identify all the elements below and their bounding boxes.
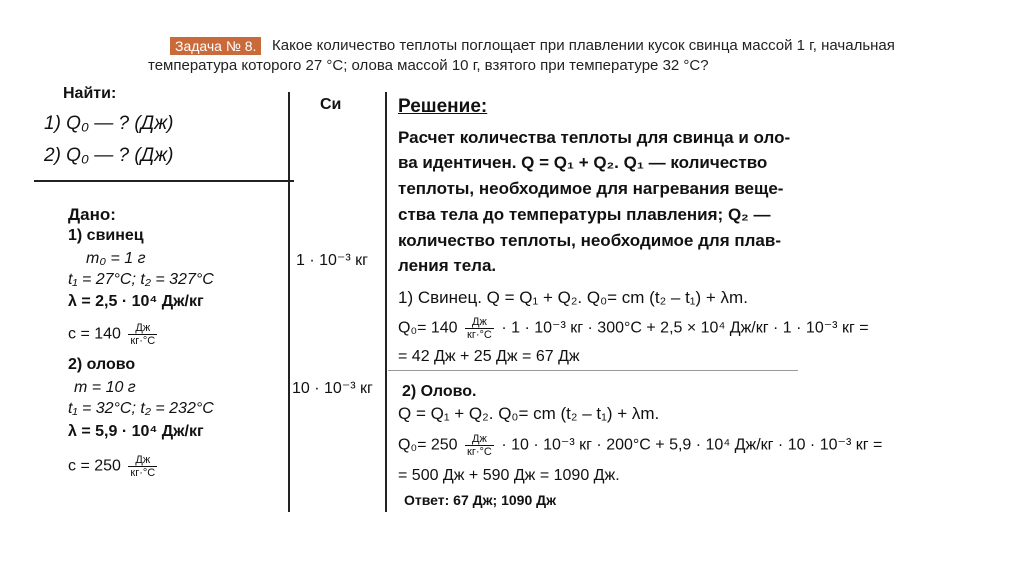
given-lead-c-unit (128, 322, 157, 347)
solution-lead-heading: 1) Свинец. Q = Q₁ + Q₂. Q₀= cm (t₂ – t₁) + λm. (398, 288, 748, 307)
given-lead-heat-capacity (68, 322, 160, 347)
task-number-badge: Задача № 8. (170, 37, 261, 55)
column-divider-left (288, 92, 290, 512)
find-item-1: 1) Q₀ — ? (Дж) (44, 113, 174, 134)
solution-para-line-5: количество теплоты, необходимое для плав- (398, 231, 781, 250)
solution-para-line-6: ления тела. (398, 256, 497, 275)
solution-para-line-1: Расчет количества теплоты для свинца и оло- (398, 128, 791, 147)
given-tin-lambda: λ = 5,9 · 10⁴ Дж/кг (68, 423, 204, 440)
given-lead-name: 1) свинец (68, 227, 144, 244)
solution-lead-calc-unit (465, 316, 494, 341)
given-lead-lambda: λ = 2,5 · 10⁴ Дж/кг (68, 293, 204, 310)
given-tin-name: 2) олово (68, 356, 136, 373)
given-lead-mass: m₀ = 1 г (86, 250, 146, 267)
given-tin-c-value: c = 250 (68, 457, 121, 475)
find-title: Найти: (63, 85, 117, 102)
solution-lead-frac-num: Дж (465, 316, 494, 329)
solution-lead-result: = 42 Дж + 25 Дж = 67 Дж (398, 348, 580, 365)
task-line-2: температура которого 27 °C; олова массой 10 г, взятого при температуре 32 °C? (148, 57, 709, 74)
si-mass-tin: 10 · 10⁻³ кг (292, 380, 373, 397)
given-title: Дано: (68, 205, 116, 224)
solution-tin-calc-unit (465, 433, 494, 458)
solution-lead-calculation (398, 316, 869, 341)
given-tin-temps: t₁ = 32°C; t₂ = 232°C (68, 400, 214, 417)
solution-para-line-2: ва идентичен. Q = Q₁ + Q₂. Q₁ — количество (398, 153, 768, 172)
given-lead-temps: t₁ = 27°C; t₂ = 327°C (68, 271, 214, 288)
solution-answer: Ответ: 67 Дж; 1090 Дж (404, 492, 557, 508)
solution-tin-frac-den: кг·°C (467, 446, 492, 458)
task-line-1: Какое количество теплоты поглощает при плавлении кусок свинца массой 1 г, начальная (272, 37, 895, 54)
given-lead-c-value: c = 140 (68, 325, 121, 343)
solution-tin-calc-prefix: Q₀= 250 (398, 436, 458, 454)
solution-tin-calculation (398, 433, 882, 458)
given-tin-c-num: Дж (128, 454, 157, 467)
given-lead-c-den: кг·°C (130, 335, 156, 347)
given-lead-c-num: Дж (128, 322, 157, 335)
solution-lead-frac-den: кг·°C (467, 329, 492, 341)
find-separator (34, 180, 294, 182)
given-tin-c-den: кг·°C (130, 467, 156, 479)
solution-lead-calc-suffix: · 1 · 10⁻³ кг · 300°C + 2,5 × 10⁴ Дж/кг · 1 · 10⁻³ кг = (501, 319, 869, 337)
solution-separator (388, 370, 798, 371)
solution-tin-result: = 500 Дж + 590 Дж = 1090 Дж. (398, 467, 620, 484)
given-tin-heat-capacity (68, 454, 160, 479)
solution-para-line-4: ства тела до температуры плавления; Q₂ — (398, 205, 771, 224)
solution-lead-calc-prefix: Q₀= 140 (398, 319, 458, 337)
given-tin-mass: m = 10 г (74, 379, 136, 396)
given-tin-c-unit (128, 454, 157, 479)
solution-tin-heading: Q = Q₁ + Q₂. Q₀= cm (t₂ – t₁) + λm. (398, 404, 660, 423)
solution-tin-frac-num: Дж (465, 433, 494, 446)
find-item-2: 2) Q₀ — ? (Дж) (44, 145, 174, 166)
column-divider-right (385, 92, 387, 512)
solution-para-line-3: теплоты, необходимое для нагревания веще- (398, 179, 784, 198)
solution-tin-name: 2) Олово. (402, 383, 477, 400)
solution-title: Решение: (398, 96, 488, 117)
solution-tin-calc-suffix: · 10 · 10⁻³ кг · 200°C + 5,9 · 10⁴ Дж/кг · 10 · 10⁻³ кг = (501, 436, 883, 454)
si-title: Си (320, 96, 342, 113)
si-mass-lead: 1 · 10⁻³ кг (296, 252, 368, 269)
